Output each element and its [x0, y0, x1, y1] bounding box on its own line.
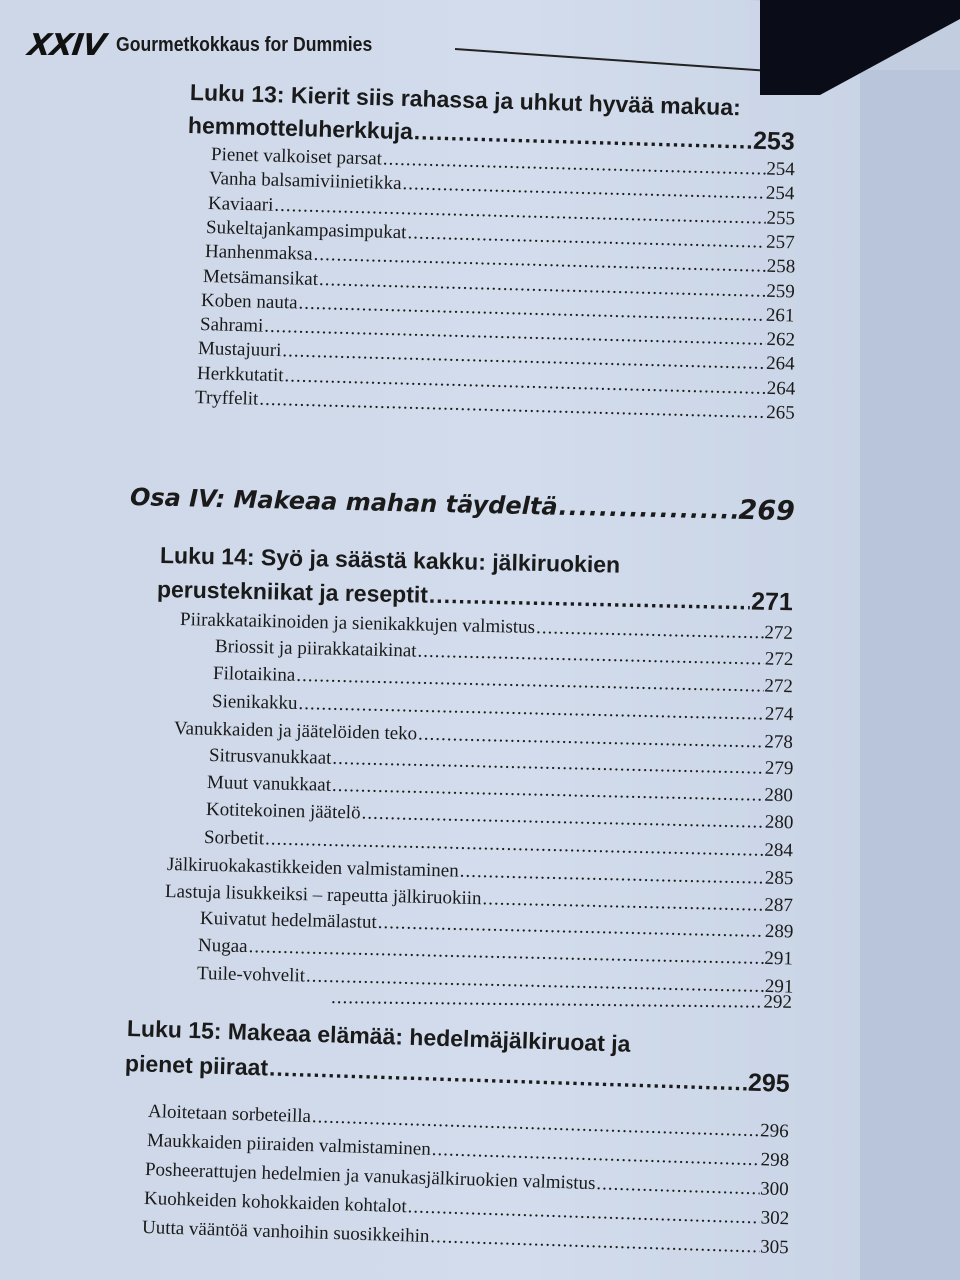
toc-entry-label: Aloitetaan sorbeteilla: [147, 1101, 312, 1128]
toc-entry-label: Hanhenmaksa: [204, 241, 313, 266]
dot-leader: [430, 1227, 759, 1258]
toc-entry-label: Sahrami: [199, 314, 264, 337]
toc-entry-label: Jälkiruokakastikkeiden valmistaminen: [166, 853, 459, 882]
dot-leader: [332, 776, 764, 807]
toc-entry-label: Pienet valkoiset parsat: [210, 144, 383, 170]
toc-entry-label: Kuivatut hedelmälastut: [199, 908, 377, 934]
toc-entry-page: 261: [766, 304, 796, 327]
toc-entry-page: 274: [764, 703, 794, 725]
running-header-title: Gourmetkokkaus for Dummies: [116, 34, 373, 56]
chapter-14-title: [160, 543, 621, 578]
toc-entry-page: 262: [766, 328, 796, 351]
toc-entry-page: 278: [764, 731, 794, 753]
chapter-13-heading-page: 253: [752, 126, 796, 156]
toc-entry-label: Nugaa: [197, 935, 248, 958]
toc-entry-label: Herkkutatit: [196, 362, 284, 386]
chapter-14-heading-page: 271: [750, 587, 794, 617]
toc-entry-page: 272: [764, 675, 794, 698]
dot-leader: [536, 618, 764, 644]
toc-entry-label: Uutta vääntöä vanhoihin suosikkeihin: [141, 1217, 430, 1248]
toc-entry-label: Tryffelit: [194, 387, 259, 410]
toc-entry-label: Kuohkeiden kohokkaiden kohtalot: [143, 1188, 407, 1218]
toc-entry-label: Koben nauta: [201, 289, 299, 314]
toc-entry-label: Vanukkaiden ja jäätelöiden teko: [173, 717, 418, 745]
dot-leader: [269, 1056, 748, 1096]
toc-entry-page: 291: [764, 948, 794, 970]
toc-entry-page: 287: [764, 894, 794, 917]
toc-entry-label: Sorbetit: [203, 826, 265, 849]
toc-entry-label: Piirakkataikinoiden ja sienikakkujen valmistus: [179, 609, 536, 639]
dot-leader: [558, 494, 737, 524]
toc-entry-page: 289: [764, 921, 794, 943]
toc-entry-page: 255: [766, 207, 796, 229]
chapter-15-heading-page: 295: [747, 1068, 791, 1098]
dot-leader: [296, 666, 764, 697]
toc-entry-label: Posheerattujen hedelmien ja vanukasjälkiruokien valmistus: [144, 1159, 596, 1195]
toc-entry-label: Sienikakku: [211, 690, 298, 714]
toc-entry-page: 305: [759, 1236, 790, 1259]
toc-entry-page: 284: [764, 839, 794, 861]
toc-entry-label: Maukkaiden piiraiden valmistaminen: [146, 1130, 431, 1160]
chapter-15-title: [127, 1016, 631, 1057]
toc-entry-page: 265: [766, 401, 796, 424]
toc-entry-page: 272: [764, 648, 794, 671]
toc-entry-label: Kotitekoinen jäätelö: [205, 799, 361, 824]
facing-page: [850, 70, 960, 1280]
chapter-15-heading: [125, 1050, 791, 1098]
toc-entry-page: 279: [764, 757, 794, 780]
toc-entry-page: 258: [766, 255, 796, 278]
chapter-14-heading-label: perustekniikat ja reseptit: [156, 576, 429, 608]
chapter-15-heading-label: pienet piiraat: [124, 1050, 269, 1081]
toc-entry-label: Metsämansikat: [202, 265, 319, 290]
toc-entry-label: Mustajuuri: [197, 338, 282, 362]
dot-leader: [331, 988, 763, 1013]
dot-leader: [482, 889, 763, 916]
toc-entry-page: 300: [759, 1178, 790, 1201]
toc-entry-page: 285: [764, 867, 794, 890]
toc-entry-label: Vanha balsamiviinietikka: [209, 168, 403, 195]
dot-leader: [377, 913, 764, 943]
chapter-13-heading-label: hemmotteluherkkuja: [187, 112, 414, 145]
page-number: XXIV: [25, 28, 108, 63]
toc-entry-label: Tuile-vohvelit: [196, 962, 305, 987]
toc-entry-label: Sukeltajankampasimpukat: [205, 216, 407, 244]
dot-leader: [407, 1197, 760, 1229]
toc-entry-label: Kaviaari: [207, 192, 274, 216]
chapter-13-title-label: Luku 13: Kierit siis rahassa ja uhkut hyvää makua:: [189, 79, 742, 121]
dot-leader: [265, 829, 764, 861]
dot-leader: [431, 1140, 760, 1171]
dot-leader: [361, 804, 764, 834]
trailing-entry-page: 292: [763, 991, 793, 1013]
chapter-15-title-label: Luku 15: Makeaa elämää: hedelmäjälkiruoat ja: [126, 1015, 631, 1057]
dot-leader: [596, 1174, 759, 1200]
toc-entry-page: 280: [764, 812, 794, 834]
header-rule: [455, 48, 799, 74]
toc-entry-page: 259: [766, 280, 796, 302]
dot-leader: [248, 938, 763, 971]
toc-entry-page: 302: [759, 1207, 790, 1230]
toc-entry-page: 280: [764, 784, 794, 807]
dot-leader: [414, 119, 753, 154]
toc-entry-label: Briossit ja piirakkataikinat: [214, 636, 417, 662]
toc-entry-page: 264: [766, 353, 796, 376]
part-4-heading: [130, 482, 796, 527]
toc-entry-page: 254: [766, 182, 796, 205]
dot-leader: [298, 694, 764, 725]
toc-entry-page: 296: [759, 1120, 790, 1143]
dot-leader: [459, 861, 764, 889]
trailing-entry: [330, 988, 792, 1014]
toc-entry-page: 254: [766, 158, 796, 181]
toc-entry-page: 298: [759, 1149, 790, 1172]
dot-leader: [418, 724, 764, 753]
toc-entry-page: 291: [764, 975, 794, 998]
toc-entry-page: 264: [766, 377, 796, 400]
dot-leader: [417, 642, 764, 671]
part-4-heading-label: Osa IV: Makeaa mahan täydeltä: [129, 483, 558, 521]
toc-entry-label: Sitrusvanukkaat: [208, 745, 332, 769]
toc-entry-page: 257: [766, 231, 796, 254]
part-4-heading-page: 269: [738, 494, 796, 528]
toc-entry-label: Lastuja lisukkeiksi – rapeutta jälkiruokiin: [164, 881, 482, 910]
dot-leader: [332, 749, 764, 780]
toc-entry-label: Muut vanukkaat: [206, 772, 332, 796]
dot-leader: [429, 583, 751, 615]
toc-entry-label: Filotaikina: [212, 663, 296, 687]
toc-entry-page: 272: [764, 622, 794, 644]
chapter-14-title-label: Luku 14: Syö ja säästä kakku: jälkiruokien: [159, 542, 621, 578]
